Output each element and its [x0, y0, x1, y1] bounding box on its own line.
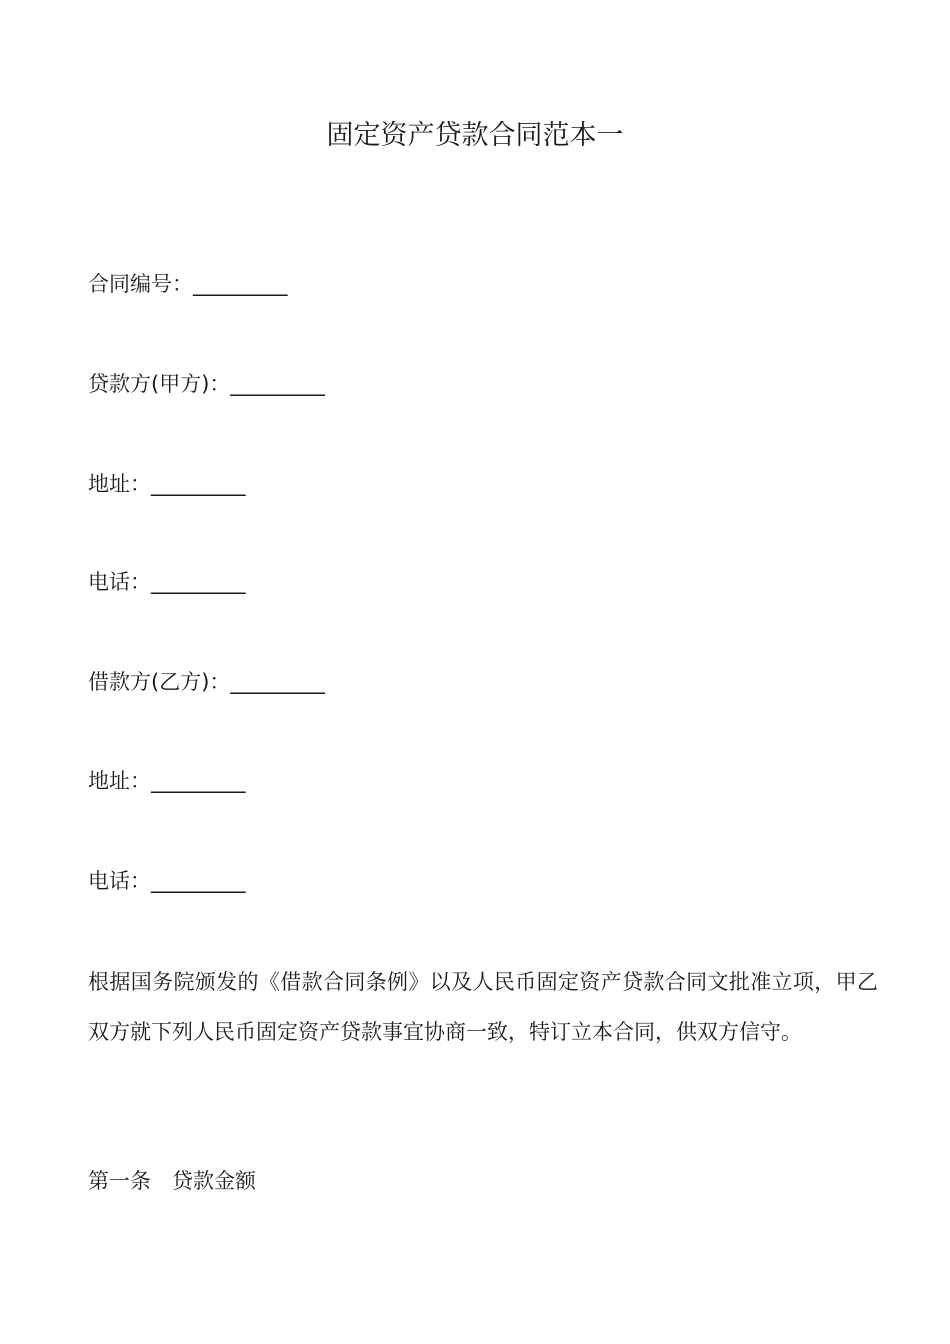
article-1-heading: 第一条 贷款金额	[88, 1169, 256, 1193]
contract-number-field: 合同编号：_________	[88, 272, 288, 296]
lender-field: 贷款方(甲方)：_________	[88, 372, 325, 396]
document-title: 固定资产贷款合同范本一	[326, 120, 624, 151]
lender-phone-field: 电话：_________	[88, 570, 246, 594]
intro-paragraph: 根据国务院颁发的《借款合同条例》以及人民币固定资产贷款合同文批准立项，甲乙双方就下列人民币固定资产贷款事宜协商一致，特订立本合同，供双方信守。	[88, 970, 878, 1044]
lender-address-field: 地址：_________	[88, 472, 246, 496]
borrower-phone-field: 电话：_________	[88, 869, 246, 893]
borrower-address-field: 地址：_________	[88, 769, 246, 793]
borrower-field: 借款方(乙方)：_________	[88, 670, 325, 694]
